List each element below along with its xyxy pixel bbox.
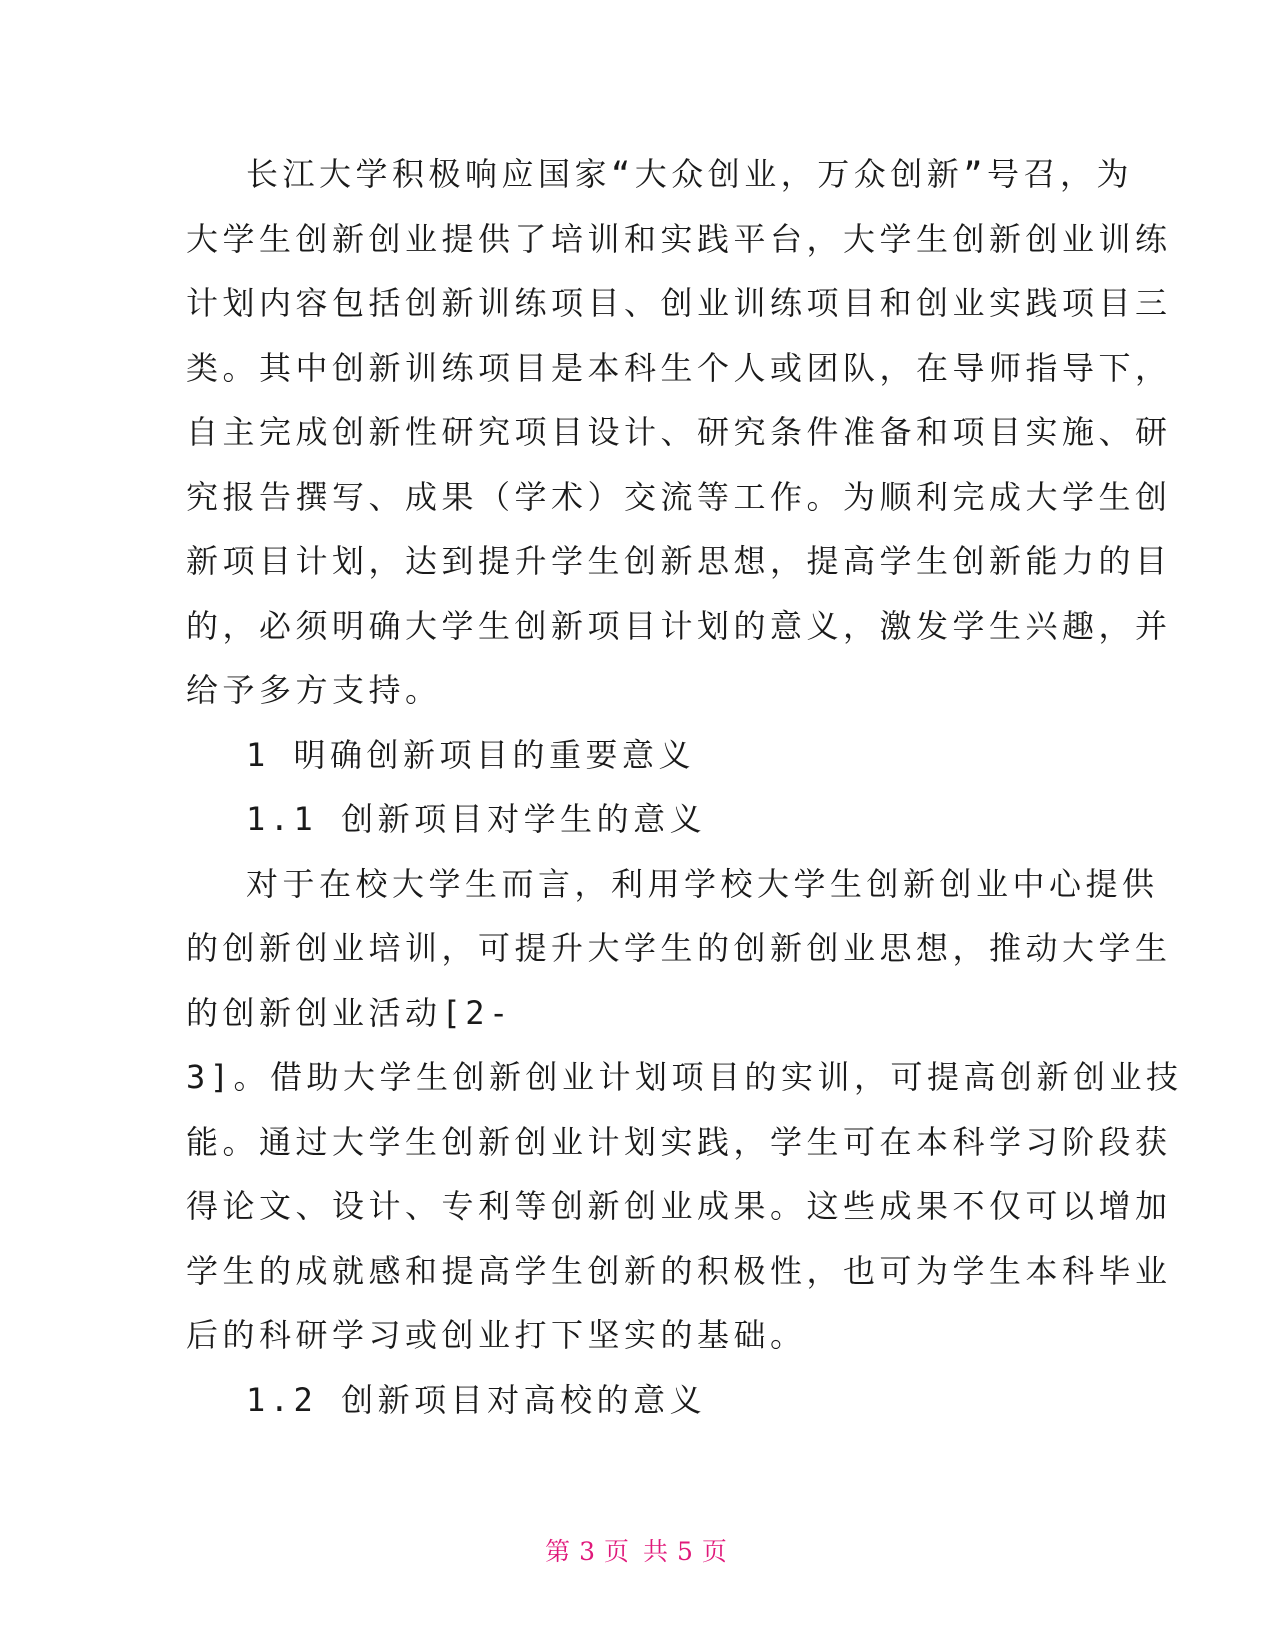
document-body <box>186 142 1183 1432</box>
body-line-15: 3]。借助大学生创新创业计划项目的实训，可提高创新创业技 <box>186 1058 1183 1096</box>
footer-current-page: 3 <box>579 1537 599 1566</box>
body-line-6: 究报告撰写、成果（学术）交流等工作。为顺利完成大学生创 <box>186 477 1172 516</box>
body-line-1: 长江大学积极响应国家“大众创业，万众创新”号召，为 <box>246 155 1134 193</box>
subsection-heading-1-2: 1.2 创新项目对高校的意义 <box>246 1380 707 1419</box>
footer-middle: 页 共 <box>604 1537 671 1566</box>
body-line-16: 能。通过大学生创新创业计划实践，学生可在本科学习阶段获 <box>186 1122 1172 1161</box>
body-line-3: 计划内容包括创新训练项目、创业训练项目和创业实践项目三 <box>186 284 1172 322</box>
body-line-8: 的，必须明确大学生创新项目计划的意义，激发学生兴趣，并 <box>186 606 1172 645</box>
body-line-9: 给予多方支持。 <box>186 671 442 709</box>
body-line-14: 的创新创业活动[2- <box>186 993 513 1032</box>
body-line-19: 后的科研学习或创业打下坚实的基础。 <box>186 1316 807 1354</box>
body-line-2: 大学生创新创业提供了培训和实践平台，大学生创新创业训练 <box>186 219 1172 258</box>
page-footer <box>0 1532 1275 1568</box>
body-line-12: 对于在校大学生而言，利用学校大学生创新创业中心提供 <box>246 864 1159 903</box>
body-line-17: 得论文、设计、专利等创新创业成果。这些成果不仅可以增加 <box>186 1187 1172 1225</box>
footer-total-pages: 5 <box>676 1537 696 1566</box>
subsection-heading-1-1: 1.1 创新项目对学生的意义 <box>246 800 707 838</box>
body-line-13: 的创新创业培训，可提升大学生的创新创业思想，推动大学生 <box>186 929 1172 967</box>
footer-prefix: 第 <box>545 1537 574 1566</box>
section-heading-1: 1 明确创新项目的重要意义 <box>246 735 696 774</box>
footer-suffix: 页 <box>701 1537 730 1566</box>
body-line-18: 学生的成就感和提高学生创新的积极性，也可为学生本科毕业 <box>186 1251 1172 1290</box>
body-line-4: 类。其中创新训练项目是本科生个人或团队，在导师指导下， <box>186 348 1172 387</box>
body-line-5: 自主完成创新性研究项目设计、研究条件准备和项目实施、研 <box>186 413 1172 451</box>
body-line-7: 新项目计划，达到提升学生创新思想，提高学生创新能力的目 <box>186 542 1172 580</box>
